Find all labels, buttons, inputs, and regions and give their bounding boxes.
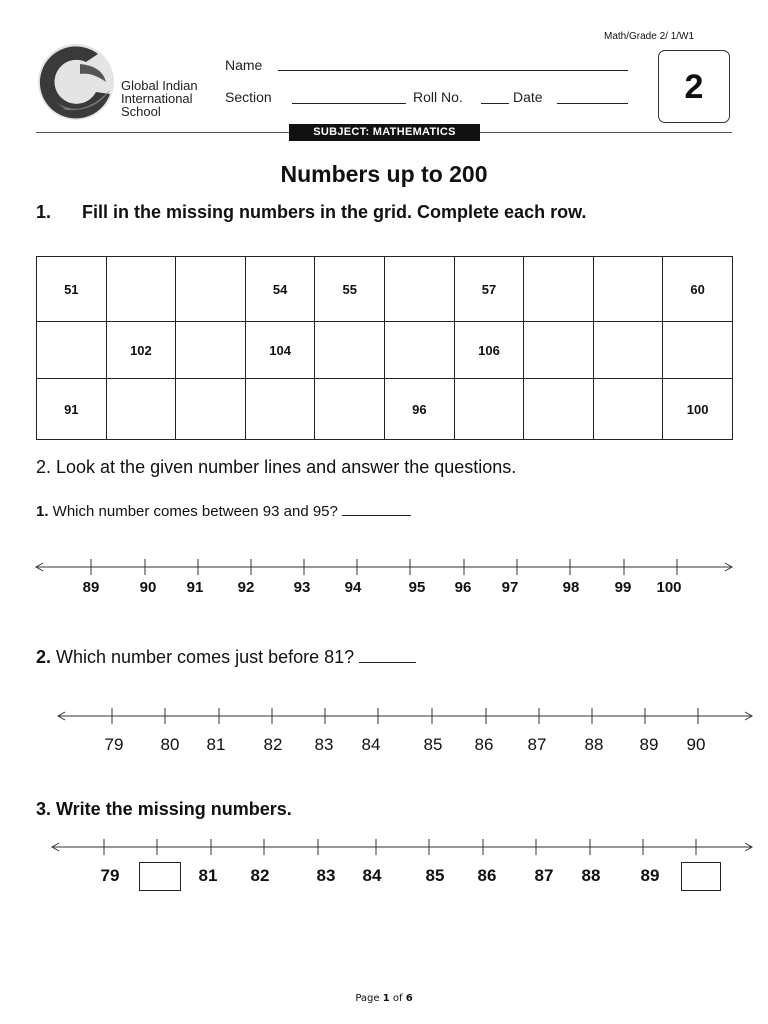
footer-text: of <box>389 993 406 1004</box>
tick-label: 83 <box>314 735 334 754</box>
tick-label: 91 <box>186 579 204 596</box>
tick-label: 89 <box>639 735 659 754</box>
tick-label: 84 <box>362 866 382 885</box>
tick-label: 90 <box>139 579 157 596</box>
tick-label: 83 <box>316 866 336 885</box>
tick-label: 82 <box>263 735 283 754</box>
tick-label: 97 <box>501 579 519 596</box>
tick-label: 88 <box>581 866 601 885</box>
tick-label: 89 <box>82 579 100 596</box>
question-1-number: 1. <box>36 202 52 222</box>
grid-cell: 102 <box>106 322 176 379</box>
page-title: Numbers up to 200 <box>280 161 488 187</box>
school-name-line: Global Indian <box>121 78 198 93</box>
section-label: Section <box>225 89 272 105</box>
tick-label: 93 <box>293 579 311 596</box>
tick-label: 90 <box>686 735 706 754</box>
page-total: 6 <box>405 993 413 1004</box>
tick-label: 80 <box>160 735 180 754</box>
footer-text: Page <box>355 993 383 1004</box>
subquestion-number: 1. <box>36 503 49 520</box>
tick-label: 100 <box>656 579 682 596</box>
tick-label: 86 <box>474 735 494 754</box>
grid-cell: 55 <box>315 257 385 322</box>
grid-cell: 96 <box>385 379 455 440</box>
grid-cell: 104 <box>245 322 315 379</box>
grid-cell: 54 <box>245 257 315 322</box>
subquestion-3: 3. Write the missing numbers. <box>36 799 292 819</box>
tick-label: 92 <box>237 579 255 596</box>
tick-label: 79 <box>100 866 120 885</box>
school-name-line: School <box>121 104 161 119</box>
tick-label: 87 <box>534 866 554 885</box>
grid-cell: 60 <box>663 257 733 322</box>
subquestion-text: Which number comes just before 81? <box>51 647 355 667</box>
tick-label: 98 <box>562 579 580 596</box>
school-name-line: International <box>121 91 193 106</box>
tick-label: 86 <box>477 866 497 885</box>
missing-number-box[interactable] <box>681 862 721 891</box>
tick-label: 84 <box>361 735 381 754</box>
roll-no-label: Roll No. <box>413 89 463 105</box>
tick-label: 82 <box>250 866 270 885</box>
subject-banner: SUBJECT: MATHEMATICS <box>289 124 480 141</box>
missing-number-box[interactable] <box>139 862 181 891</box>
question-1-text: Fill in the missing numbers in the grid. Complete each row. <box>82 202 587 222</box>
grid-cell: 91 <box>37 379 107 440</box>
tick-label: 95 <box>408 579 426 596</box>
question-2-text: 2. Look at the given number lines and answer the questions. <box>36 457 517 477</box>
tick-label: 96 <box>454 579 472 596</box>
date-label: Date <box>513 89 543 105</box>
tick-label: 85 <box>423 735 443 754</box>
grid-cell: 51 <box>37 257 107 322</box>
grid-cell: 57 <box>454 257 524 322</box>
tick-label: 81 <box>206 735 226 754</box>
page-footer <box>0 993 768 1004</box>
subquestion-number: 2. <box>36 647 52 667</box>
tick-label: 87 <box>527 735 547 754</box>
tick-label: 89 <box>640 866 660 885</box>
grade-box: 2 <box>658 50 730 123</box>
tick-label: 88 <box>584 735 604 754</box>
tick-label: 99 <box>614 579 632 596</box>
tick-label: 85 <box>425 866 445 885</box>
worksheet-code: Math/Grade 2/ 1/W1 <box>604 31 695 42</box>
name-label: Name <box>225 57 263 73</box>
tick-label: 79 <box>104 735 124 754</box>
grid-cell: 100 <box>663 379 733 440</box>
grid-cell: 106 <box>454 322 524 379</box>
subquestion-text: Which number comes between 93 and 95? <box>48 503 338 520</box>
page-number: 1 <box>382 993 390 1004</box>
tick-label: 94 <box>344 579 362 596</box>
tick-label: 81 <box>198 866 218 885</box>
